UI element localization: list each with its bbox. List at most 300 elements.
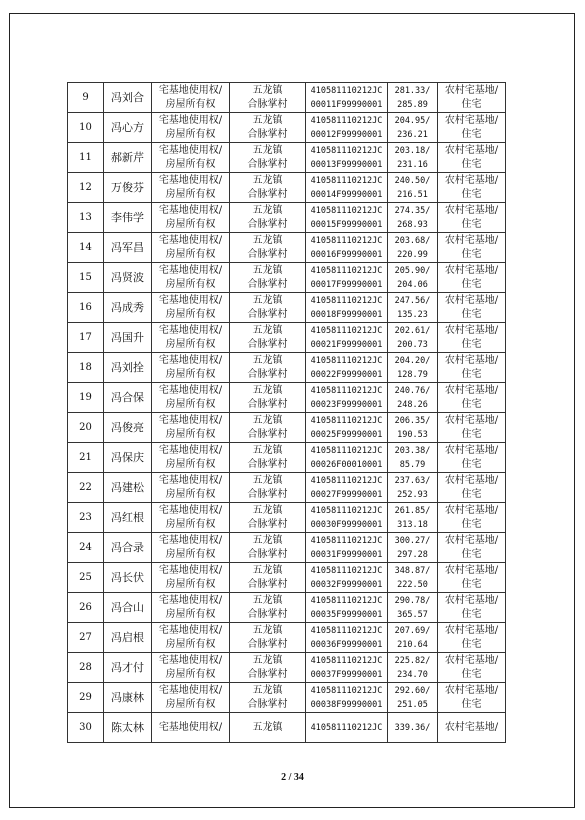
table-row [68,563,506,593]
location-line: 五龙镇 [252,594,283,606]
owner-name-cell: 冯启根 [104,623,152,653]
unit-code-line: 00012F99990001 [310,129,383,140]
location-line: 五龙镇 [252,144,283,156]
table-row [68,443,506,473]
unit-code-line: 410581110212JC [310,445,383,456]
land-use-cell [438,563,506,593]
area-cell [388,503,438,533]
land-use-line: 住宅 [461,668,482,680]
table-row [68,413,506,443]
location-cell [230,683,306,713]
location-line: 五龙镇 [252,534,283,546]
right-type-line: 房屋所有权 [165,548,216,560]
location-line: 合脉掌村 [247,668,288,680]
right-type-line: 房屋所有权 [165,638,216,650]
table-row [68,533,506,563]
table-row [68,233,506,263]
land-use-cell [438,353,506,383]
area-line: 261.85/ [394,505,431,516]
location-line: 五龙镇 [252,721,283,733]
owner-name-cell: 冯合录 [104,533,152,563]
right-type-cell [152,623,230,653]
unit-code-cell [306,143,388,173]
land-use-line: 住宅 [461,218,482,230]
owner-name-cell: 冯军昌 [104,233,152,263]
land-use-line: 农村宅基地/ [444,444,499,456]
right-type-cell [152,83,230,113]
right-type-cell [152,563,230,593]
land-use-line: 农村宅基地/ [444,594,499,606]
unit-code-line: 00014F99990001 [310,189,383,200]
unit-code-line: 00030F99990001 [310,519,383,530]
unit-code-line: 00037F99990001 [310,669,383,680]
owner-name-cell: 李伟学 [104,203,152,233]
area-line: 128.79 [397,369,428,380]
area-line: 297.28 [397,549,428,560]
location-cell [230,473,306,503]
land-use-line: 住宅 [461,608,482,620]
right-type-line: 宅基地使用权/ [158,504,223,516]
location-line: 合脉掌村 [247,248,288,260]
row-number-cell: 13 [68,203,104,233]
area-line: 365.57 [397,609,428,620]
location-cell [230,623,306,653]
right-type-line: 房屋所有权 [165,248,216,260]
land-use-cell [438,653,506,683]
land-use-line: 住宅 [461,128,482,140]
area-line: 251.05 [397,699,428,710]
area-cell [388,293,438,323]
land-use-line: 住宅 [461,188,482,200]
right-type-cell [152,263,230,293]
owner-name-cell: 郝新芹 [104,143,152,173]
area-line: 237.63/ [394,475,431,486]
right-type-line: 宅基地使用权/ [158,324,223,336]
area-cell [388,383,438,413]
area-line: 85.79 [399,459,426,470]
right-type-cell [152,173,230,203]
owner-name-cell: 冯建松 [104,473,152,503]
unit-code-line: 410581110212JC [310,295,383,306]
land-use-line: 住宅 [461,158,482,170]
location-cell [230,593,306,623]
area-line: 348.87/ [394,565,431,576]
area-line: 135.23 [397,309,428,320]
area-line: 204.95/ [394,115,431,126]
land-use-cell [438,683,506,713]
location-cell [230,563,306,593]
location-line: 合脉掌村 [247,428,288,440]
owner-name-cell: 冯俊亮 [104,413,152,443]
right-type-line: 宅基地使用权/ [158,84,223,96]
right-type-line: 宅基地使用权/ [158,721,223,733]
row-number-cell: 10 [68,113,104,143]
location-line: 合脉掌村 [247,578,288,590]
owner-name-cell: 陈太林 [104,713,152,743]
location-line: 五龙镇 [252,204,283,216]
land-use-line: 农村宅基地/ [444,354,499,366]
area-line: 220.99 [397,249,428,260]
table-row [68,173,506,203]
location-line: 五龙镇 [252,624,283,636]
right-type-line: 房屋所有权 [165,578,216,590]
right-type-cell [152,443,230,473]
table-row [68,143,506,173]
right-type-line: 房屋所有权 [165,308,216,320]
owner-name-cell: 冯长伏 [104,563,152,593]
right-type-cell [152,593,230,623]
row-number-cell: 27 [68,623,104,653]
area-line: 300.27/ [394,535,431,546]
unit-code-line: 00036F99990001 [310,639,383,650]
land-use-cell [438,443,506,473]
location-cell [230,503,306,533]
area-line: 204.06 [397,279,428,290]
land-use-line: 住宅 [461,398,482,410]
location-cell [230,83,306,113]
unit-code-cell [306,383,388,413]
location-cell [230,113,306,143]
area-line: 190.53 [397,429,428,440]
unit-code-cell [306,113,388,143]
unit-code-cell [306,413,388,443]
table-row [68,473,506,503]
area-line: 203.38/ [394,445,431,456]
unit-code-cell [306,173,388,203]
unit-code-cell [306,563,388,593]
area-line: 234.70 [397,669,428,680]
area-line: 281.33/ [394,85,431,96]
land-use-line: 农村宅基地/ [444,84,499,96]
unit-code-line: 00018F99990001 [310,309,383,320]
row-number-cell: 20 [68,413,104,443]
unit-code-line: 410581110212JC [310,475,383,486]
unit-code-cell [306,233,388,263]
land-use-line: 住宅 [461,458,482,470]
land-use-cell [438,473,506,503]
location-line: 五龙镇 [252,654,283,666]
unit-code-line: 410581110212JC [310,235,383,246]
unit-code-line: 410581110212JC [310,85,383,96]
right-type-cell [152,713,230,743]
right-type-line: 房屋所有权 [165,128,216,140]
owner-name-cell: 冯成秀 [104,293,152,323]
location-line: 合脉掌村 [247,608,288,620]
land-use-line: 农村宅基地/ [444,504,499,516]
land-use-line: 农村宅基地/ [444,564,499,576]
land-use-line: 住宅 [461,638,482,650]
unit-code-line: 00035F99990001 [310,609,383,620]
area-line: 268.93 [397,219,428,230]
unit-code-line: 00016F99990001 [310,249,383,260]
land-use-line: 住宅 [461,308,482,320]
land-use-line: 农村宅基地/ [444,324,499,336]
location-line: 合脉掌村 [247,638,288,650]
land-use-line: 住宅 [461,428,482,440]
table-row [68,503,506,533]
location-line: 合脉掌村 [247,218,288,230]
row-number-cell: 23 [68,503,104,533]
area-line: 285.89 [397,99,428,110]
location-cell [230,173,306,203]
land-use-cell [438,413,506,443]
area-cell [388,593,438,623]
area-cell [388,713,438,743]
area-cell [388,323,438,353]
unit-code-line: 00011F99990001 [310,99,383,110]
location-cell [230,203,306,233]
table-row [68,293,506,323]
location-line: 合脉掌村 [247,188,288,200]
land-use-line: 住宅 [461,278,482,290]
owner-name-cell: 冯贤波 [104,263,152,293]
row-number-cell: 24 [68,533,104,563]
location-cell [230,533,306,563]
table-row [68,713,506,743]
area-line: 203.18/ [394,145,431,156]
location-cell [230,143,306,173]
unit-code-line: 410581110212JC [310,625,383,636]
area-cell [388,563,438,593]
right-type-line: 宅基地使用权/ [158,174,223,186]
location-line: 五龙镇 [252,234,283,246]
unit-code-cell [306,323,388,353]
table-row [68,653,506,683]
unit-code-line: 410581110212JC [310,722,383,733]
land-use-cell [438,623,506,653]
land-use-line: 住宅 [461,368,482,380]
area-cell [388,533,438,563]
row-number-cell: 25 [68,563,104,593]
right-type-line: 宅基地使用权/ [158,354,223,366]
right-type-cell [152,503,230,533]
land-use-line: 住宅 [461,548,482,560]
area-line: 206.35/ [394,415,431,426]
unit-code-line: 410581110212JC [310,505,383,516]
unit-code-cell [306,353,388,383]
land-use-line: 农村宅基地/ [444,294,499,306]
location-cell [230,323,306,353]
unit-code-cell [306,83,388,113]
right-type-line: 房屋所有权 [165,218,216,230]
area-line: 207.69/ [394,625,431,636]
unit-code-line: 00038F99990001 [310,699,383,710]
unit-code-line: 410581110212JC [310,115,383,126]
right-type-cell [152,143,230,173]
land-use-line: 住宅 [461,698,482,710]
area-cell [388,623,438,653]
right-type-line: 房屋所有权 [165,668,216,680]
unit-code-cell [306,593,388,623]
land-use-line: 住宅 [461,518,482,530]
row-number-cell: 9 [68,83,104,113]
row-number-cell: 22 [68,473,104,503]
right-type-line: 宅基地使用权/ [158,594,223,606]
row-number-cell: 15 [68,263,104,293]
page-number: 2 / 34 [281,772,304,783]
location-line: 五龙镇 [252,294,283,306]
right-type-line: 宅基地使用权/ [158,474,223,486]
location-line: 五龙镇 [252,354,283,366]
table-row [68,383,506,413]
right-type-line: 宅基地使用权/ [158,654,223,666]
land-use-line: 农村宅基地/ [444,624,499,636]
land-use-line: 农村宅基地/ [444,654,499,666]
land-use-line: 农村宅基地/ [444,234,499,246]
land-use-line: 农村宅基地/ [444,144,499,156]
area-line: 290.78/ [394,595,431,606]
area-line: 202.61/ [394,325,431,336]
table-row [68,203,506,233]
land-use-cell [438,383,506,413]
area-cell [388,683,438,713]
land-use-cell [438,533,506,563]
area-cell [388,263,438,293]
right-type-line: 房屋所有权 [165,458,216,470]
location-line: 合脉掌村 [247,308,288,320]
land-use-line: 农村宅基地/ [444,204,499,216]
right-type-line: 房屋所有权 [165,488,216,500]
area-line: 339.36/ [394,722,431,733]
area-cell [388,443,438,473]
area-line: 200.73 [397,339,428,350]
location-line: 五龙镇 [252,264,283,276]
unit-code-line: 00026F00010001 [310,459,383,470]
area-cell [388,113,438,143]
row-number-cell: 26 [68,593,104,623]
owner-name-cell: 冯保庆 [104,443,152,473]
area-line: 203.68/ [394,235,431,246]
owner-name-cell: 冯合保 [104,383,152,413]
unit-code-cell [306,503,388,533]
right-type-line: 宅基地使用权/ [158,234,223,246]
land-use-cell [438,323,506,353]
land-use-cell [438,263,506,293]
land-use-cell [438,293,506,323]
location-cell [230,413,306,443]
land-use-line: 农村宅基地/ [444,414,499,426]
unit-code-line: 410581110212JC [310,595,383,606]
location-line: 五龙镇 [252,444,283,456]
unit-code-cell [306,623,388,653]
land-use-cell [438,203,506,233]
location-line: 合脉掌村 [247,518,288,530]
area-line: 274.35/ [394,205,431,216]
area-line: 210.64 [397,639,428,650]
area-line: 292.60/ [394,685,431,696]
unit-code-cell [306,443,388,473]
owner-name-cell: 冯红根 [104,503,152,533]
right-type-line: 房屋所有权 [165,608,216,620]
area-cell [388,353,438,383]
right-type-line: 房屋所有权 [165,278,216,290]
table-row [68,593,506,623]
area-cell [388,233,438,263]
location-cell [230,233,306,263]
right-type-line: 房屋所有权 [165,188,216,200]
unit-code-line: 00032F99990001 [310,579,383,590]
row-number-cell: 29 [68,683,104,713]
right-type-line: 宅基地使用权/ [158,114,223,126]
right-type-line: 宅基地使用权/ [158,564,223,576]
location-cell [230,263,306,293]
table-body [68,83,506,743]
area-line: 231.16 [397,159,428,170]
location-line: 合脉掌村 [247,458,288,470]
area-line: 313.18 [397,519,428,530]
right-type-line: 房屋所有权 [165,518,216,530]
area-line: 252.93 [397,489,428,500]
unit-code-line: 00022F99990001 [310,369,383,380]
right-type-cell [152,203,230,233]
location-line: 五龙镇 [252,504,283,516]
right-type-cell [152,323,230,353]
land-use-cell [438,713,506,743]
row-number-cell: 18 [68,353,104,383]
location-cell [230,443,306,473]
unit-code-line: 410581110212JC [310,685,383,696]
location-line: 合脉掌村 [247,158,288,170]
location-line: 五龙镇 [252,324,283,336]
area-line: 222.50 [397,579,428,590]
land-use-line: 农村宅基地/ [444,684,499,696]
area-line: 236.21 [397,129,428,140]
unit-code-line: 00031F99990001 [310,549,383,560]
row-number-cell: 28 [68,653,104,683]
location-line: 五龙镇 [252,114,283,126]
area-line: 247.56/ [394,295,431,306]
unit-code-line: 00023F99990001 [310,399,383,410]
right-type-cell [152,113,230,143]
land-use-line: 农村宅基地/ [444,264,499,276]
land-use-cell [438,143,506,173]
right-type-cell [152,683,230,713]
land-use-cell [438,83,506,113]
land-use-line: 农村宅基地/ [444,114,499,126]
unit-code-cell [306,263,388,293]
row-number-cell: 16 [68,293,104,323]
land-use-cell [438,503,506,533]
area-cell [388,203,438,233]
table-row [68,623,506,653]
row-number-cell: 21 [68,443,104,473]
location-cell [230,653,306,683]
unit-code-line: 00021F99990001 [310,339,383,350]
location-line: 合脉掌村 [247,98,288,110]
right-type-cell [152,383,230,413]
land-use-line: 农村宅基地/ [444,474,499,486]
location-line: 合脉掌村 [247,278,288,290]
unit-code-line: 410581110212JC [310,655,383,666]
area-cell [388,413,438,443]
table-row [68,113,506,143]
location-cell [230,293,306,323]
land-use-line: 住宅 [461,338,482,350]
unit-code-line: 410581110212JC [310,205,383,216]
unit-code-line: 410581110212JC [310,565,383,576]
unit-code-cell [306,203,388,233]
row-number-cell: 19 [68,383,104,413]
right-type-cell [152,653,230,683]
unit-code-line: 410581110212JC [310,415,383,426]
location-line: 五龙镇 [252,564,283,576]
unit-code-line: 410581110212JC [310,325,383,336]
row-number-cell: 12 [68,173,104,203]
location-line: 合脉掌村 [247,698,288,710]
right-type-line: 宅基地使用权/ [158,204,223,216]
right-type-line: 宅基地使用权/ [158,264,223,276]
location-line: 五龙镇 [252,684,283,696]
